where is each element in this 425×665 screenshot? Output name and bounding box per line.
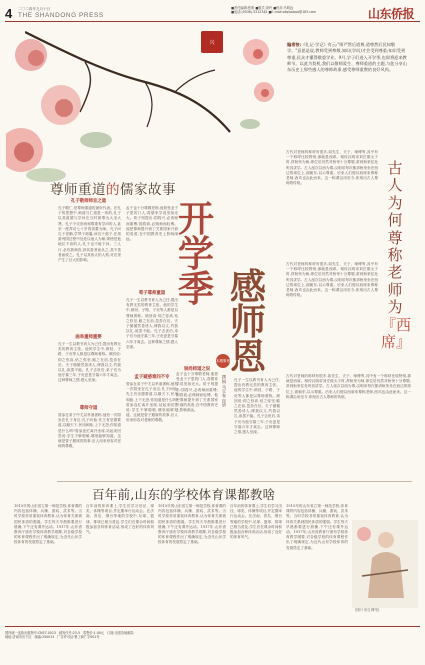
right-column-3: 古代对老师的称呼有很多,如先生、夫子、师傅等,其中有一个称呼比较特别,那就是西席。相传汉明帝刘庄做太子时,拜桓荣为师,即位后仍然对桓荣十分尊敬,常到桓荣住处听其讲学。古人座次以西为尊,汉明帝每次都请桓荣坐在西边的席位上,面朝东,以示尊重。后来人们便以西席来尊称老师,西宾也由此而来。这一称谓沿用至今,体现出古人尊师的传统。: [286, 374, 411, 399]
bottom-article-title: 百年前,山东的学校体育课都教啥: [92, 487, 276, 502]
blossom-flowers-icon: [236, 34, 284, 144]
footer-info: [5, 631, 420, 639]
editor-contacts: [231, 6, 365, 14]
subhead-2: 曲阜重师重要: [75, 335, 102, 340]
right-article-title: [381, 159, 412, 352]
footer-ad-license: 广告许可证:鲁工商广字001号: [57, 635, 100, 639]
article-column-3: 曾参在弟子中尤以孝道著称,他有一次陪坐在孔子身边,孔子问他:先王有至德要道,以顺天下,民用和睦,上下无怨,你知道是什么吗?曾参连忙离开坐席,站起来回答说:学生不够聪敏,哪里能够知道。这就是曾子避席的故事,后人用来形容对老师的尊敬。: [58, 413, 121, 449]
contact-phone: ■电话:(0536)-5212345: [231, 10, 268, 14]
section-divider: [57, 481, 412, 482]
article-column-5: 孔子一生以教书育人为己任,提出有教无类的教育主张。他的学生中,颜回、子路、子贡等人都是以尊师著称。颜回说:仰之弥高,钻之弥坚,瞻之在前,忽焉在后。夫子循循然善诱人,博我以文,约我以礼,欲罢不能。孔子去世后,弟子们为他守墓三年,子贡更是守墓六年才离去。这种尊师之情,感人至深。: [126, 298, 178, 349]
issue-date: 二〇二四年九月十日: [18, 7, 51, 11]
bottom-column-5: 1915年的山东省立第一师范学校,体育课的内容包括体操、兵操、游戏、武术等。当时学校非常重视体育教育,认为体育关系到国民体质的强弱。学生每天早晨都要进行晨操,下午还有课外运动。1917年,山东省教育厅颁布学校体育教学纲要,对各级学校的体育课程作出了明确规定,为近代山东学校体育的发展奠定了基础。: [286, 504, 348, 550]
headline-ganshien: 感师恩: [229, 266, 266, 378]
article-column-7: 孟子也十分尊敬老师,他曾受业于子思的门人,将儒家学说发扬光大。荀子则提出:国将兴,必贵师而重傅;国将衰,必贱师而轻傅。他把尊师提升到了关系国家兴衰的高度,在中国教育史上影响深远。: [176, 372, 218, 413]
teacher-illustration-icon: [352, 520, 418, 608]
right-column-1: 古代对老师的称呼有很多,如先生、夫子、师傅等,其中有一个称呼比较特别,那就是西席。相传汉明帝刘庄做太子时,拜桓荣为师,即位后仍然对桓荣十分尊敬,常到桓荣住处听其讲学。古人座次以西为尊,汉明帝每次都请桓荣坐在西边的席位上,面朝东,以示尊重。后来人们便以西席来尊称老师,西宾也由此而来。这一称谓沿用至今,体现出古人尊师的传统。: [286, 150, 378, 186]
footer-subscription: 订阅:全国各地邮局: [107, 631, 134, 635]
article-column-2: 孔子一生以教书育人为己任,提出有教无类的教育主张。他的学生中,颜回、子路、子贡等人都是以尊师著称。颜回说:仰之弥高,钻之弥坚,瞻之在前,忽焉在后。夫子循循然善诱人,博我以文,约我以礼,欲罢不能。孔子去世后,弟子们为他守墓三年,子贡更是守墓六年才离去。这种尊师之情,感人至深。: [58, 342, 121, 383]
bottom-column-3: 1915年的山东省立第一师范学校,体育课的内容包括体操、兵操、游戏、武术等。当时学校非常重视体育教育,认为体育关系到国民体质的强弱。学生每天早晨都要进行晨操,下午还有课外运动。1917年,山东省教育厅颁布学校体育教学纲要,对各级学校的体育课程作出了明确规定,为近代山东学校体育的发展奠定了基础。: [158, 504, 226, 545]
contact-proof: ■校对:马明远: [273, 6, 294, 10]
subhead-6: 崇尚师道之说: [183, 367, 211, 372]
editor-note-lead: 编者按:: [287, 42, 302, 47]
seal-text: 兴: [209, 39, 215, 46]
article-column-4: 孟子也十分尊敬老师,他曾受业于子思的门人,将儒家学说发扬光大。荀子则提出:国将兴,必贵师而重傅;国将衰,必贱师而轻傅。他把尊师提升到了关系国家兴衰的高度,在中国教育史上影响深远。: [126, 206, 178, 242]
article-column-8: 孔子一生以教书育人为己任,提出有教无类的教育主张。他的学生中,颜回、子路、子贡等人都是以尊师著称。颜回说:仰之弥高,钻之弥坚,瞻之在前,忽焉在后。夫子循循然善诱人,博我以文,约我以礼,欲罢不能。孔子去世后,弟子们为他守墓三年,子贡更是守墓六年才离去。这种尊师之情,感人至深。: [234, 378, 280, 435]
bottom-column-4: 百年前的体育课上,学生们学习田径、球类、体操等项目,并定期举行运动会。在济南、青岛、烟台等地的学校中,足球、篮球、排球已相当普及,学生们在课余时间积极参加各种体育活动,形成了良好的体育风气。: [230, 504, 282, 540]
article-byline: 撰稿 马宝春 崔妍: [222, 375, 227, 407]
footer-zip: 邮编:250013: [34, 635, 55, 639]
subhead-1: 孔子敬师师言之道: [70, 199, 107, 204]
subhead-3: 尊师守道: [79, 406, 98, 411]
left-title-part-c: 儒家故事: [120, 182, 176, 198]
right-title-part-b: 老师为: [387, 263, 403, 317]
footer-price: 零售价:1.00元: [83, 631, 104, 635]
subhead-4: 孟子疑惑难问不专: [134, 375, 170, 380]
page-number: 4: [5, 6, 13, 21]
newspaper-logo: 山东侨报: [368, 7, 415, 21]
footer-address: 地址:济南市历下区: [5, 635, 32, 639]
contact-layout: ■版式:刘玲: [255, 6, 273, 10]
bottom-column-1: 1915年的山东省立第一师范学校,体育课的内容包括体操、兵操、游戏、武术等。当时学校非常重视体育教育,认为体育关系到国民体质的强弱。学生每天早晨都要进行晨操,下午还有课外运动。1917年,山东省教育厅颁布学校体育教学纲要,对各级学校的体育课程作出了明确规定,为近代山东学校体育的发展奠定了基础。: [14, 504, 82, 545]
image-caption: (图片来自网络): [355, 608, 380, 612]
editor-note-text: 《礼记·学记》有云:"师严然后道尊,道尊然后民知敬学。"意思是说,教师受到尊敬,知识(学问)才会受到尊重;知识受到尊重,民众才懂得敬重学业。9月,学子们进入开学季,也即将迎来教师节。以此为契机,我们以敬师爱生、尊师重道的主题,与您分享山东历史上那些感人的尊师故事,感受尊师重教的良好风尚。: [287, 42, 407, 73]
footer-issn: 国内统一连续出版物号:CN37-0013: [5, 631, 56, 635]
right-title-part-a: 古人为何尊称: [387, 159, 403, 265]
left-article-title: [50, 178, 176, 198]
article-column-6: 曾参在弟子中尤以孝道著称,他有一次陪坐在孔子身边,孔子问他:先王有至德要道,以顺天下,民用和睦,上下无怨,你知道是什么吗?曾参连忙离开坐席,站起来回答说:学生不够聪敏,哪里能够知道。这就是曾子避席的故事,后人用来形容对老师的尊敬。: [126, 382, 178, 423]
right-title-part-c: 『西席』: [381, 315, 412, 352]
left-title-part-a: 尊师重道: [50, 182, 106, 198]
bottom-column-2: 百年前的体育课上,学生们学习田径、球类、体操等项目,并定期举行运动会。在济南、青岛、烟台等地的学校中,足球、篮球、排球已相当普及,学生们在课余时间积极参加各种体育活动,形成了良好的体育风气。: [86, 504, 154, 535]
special-badge: 本期策划: [216, 354, 230, 368]
article-column-1: 孔子敬仁,是尊师重道的最好代表。在孔子的思想中,师道与仁道是一体的,孔子以其道德与学问在当时被尊为大圣大贤。孔子不仅崇尚和尊重有学问的人,甚至一度拜访七十岁的项橐为师。孔子问礼于老聃,学琴于师襄,问官于郯子,在周游列国过程中处处以他人为师,即使是他地位不高的人,孔子也不耻下问。三人行,必有我师焉,择其善者而从之,其不善者而改之。孔子以其伟大的人格,对后世产生了巨大的影响。: [58, 206, 121, 263]
contact-email: ■E-mail:sdqiaobao@163.com: [268, 10, 317, 14]
newspaper-brand: THE SHANDONG PRESS: [18, 12, 104, 19]
footer-rule: [5, 626, 420, 627]
editor-note: [287, 42, 409, 73]
right-column-2: 古代对老师的称呼有很多,如先生、夫子、师傅等,其中有一个称呼比较特别,那就是西席。相传汉明帝刘庄做太子时,拜桓荣为师,即位后仍然对桓荣十分尊敬,常到桓荣住处听其讲学。古人座次以西为尊,汉明帝每次都请桓荣坐在西边的席位上,面朝东,以示尊重。后来人们便以西席来尊称老师,西宾也由此而来。这一称谓沿用至今,体现出古人尊师的传统。: [286, 262, 378, 298]
headline-kaixueji: 开学季: [177, 198, 214, 310]
contact-editor: ■责任编辑:张明: [231, 6, 255, 10]
footer-postal-code: 邮发代号:23-5: [58, 631, 80, 635]
subhead-5: 荀子尊师重道: [138, 291, 166, 296]
left-title-part-b: 的: [106, 182, 120, 198]
peony-flowers-icon: [6, 30, 126, 190]
